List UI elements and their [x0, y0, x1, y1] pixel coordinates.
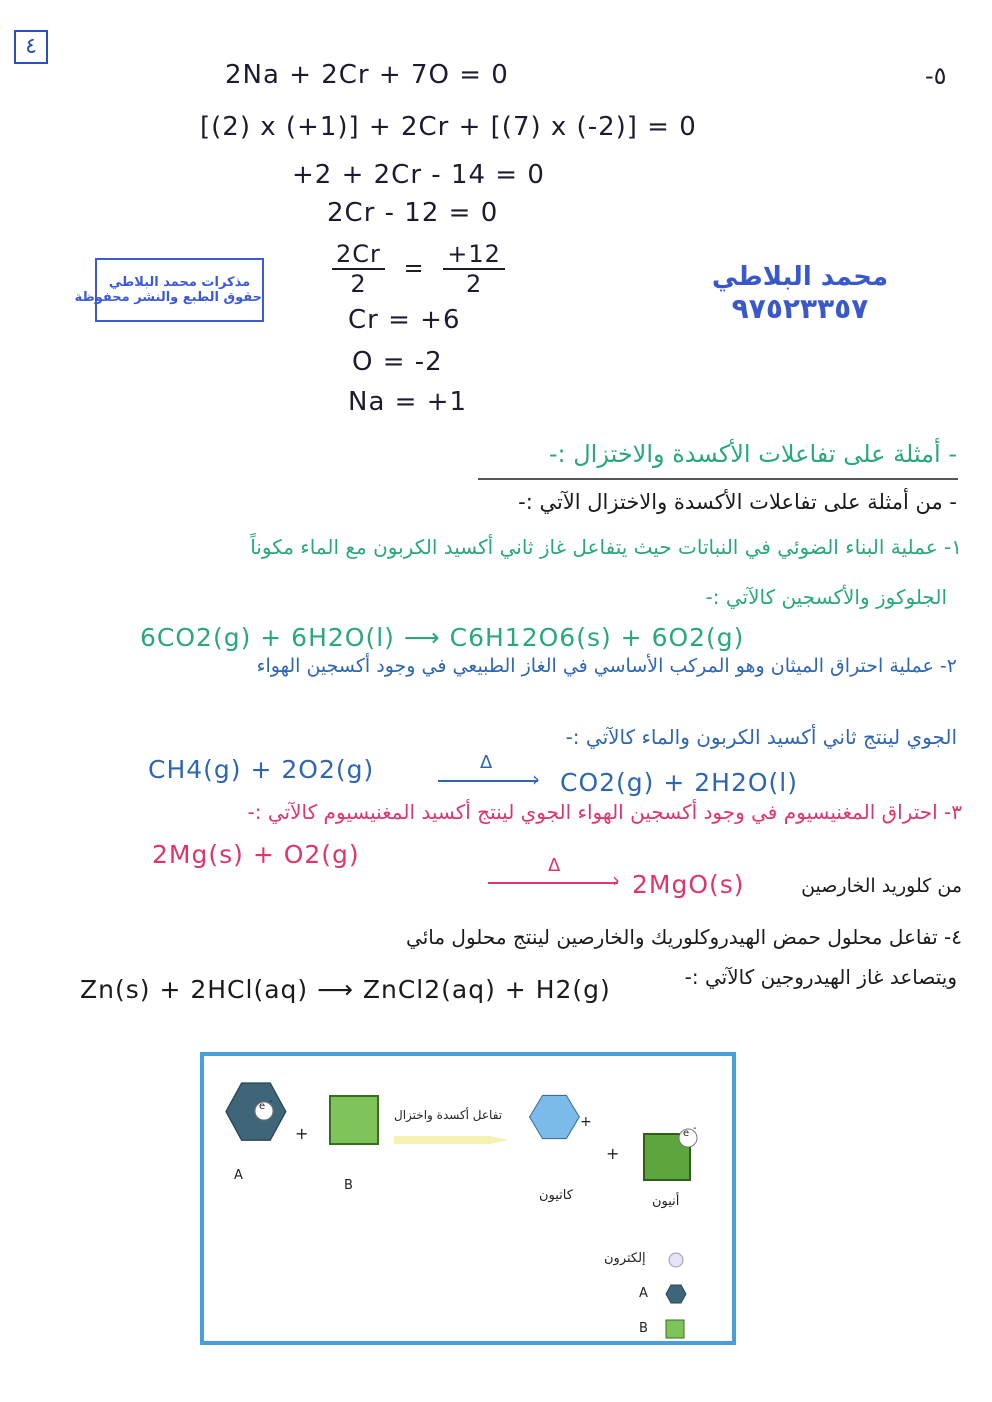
ex3-arrow — [488, 882, 618, 884]
author-name: محمد البلاطي — [711, 262, 889, 292]
redox-diagram — [200, 1052, 736, 1345]
legend-electron-label: إلكترون — [604, 1251, 646, 1266]
frac-rhs-num: +12 — [443, 240, 505, 270]
calc-line-7: O = -2 — [352, 347, 443, 377]
calc-line-2: [(2) x (+1)] + 2Cr + [(7) x (-2)] = 0 — [200, 112, 697, 142]
intro-line: - من أمثلة على تفاعلات الأكسدة والاختزال الآتي :- — [518, 490, 957, 514]
ex3-text-line-1: ٣- احتراق المغنيسيوم في وجود أكسجين الهواء الجوي لينتج أكسيد المغنيسيوم كالآتي :- — [247, 800, 962, 824]
electron-anion-minus: - — [693, 1123, 697, 1134]
legend-a-label: A — [639, 1286, 648, 1301]
legend-electron-icon — [669, 1253, 683, 1267]
electron-a-minus: - — [269, 1096, 273, 1107]
ex3-delta: Δ — [548, 855, 561, 876]
calc-line-1: 2Na + 2Cr + 7O = 0 — [225, 60, 509, 90]
frac-lhs-den: 2 — [350, 270, 367, 298]
ex1-text-line-1: ١- عملية البناء الضوئي في النباتات حيث يتفاعل غاز ثاني أكسيد الكربون مع الماء مكوناً — [250, 535, 962, 559]
ex4-text-line-2: ويتصاعد غاز الهيدروجين كالآتي :- — [684, 965, 957, 989]
frac-lhs-num: 2Cr — [332, 240, 385, 270]
cation-hexagon-shape — [530, 1095, 580, 1138]
calc-line-5 — [332, 240, 505, 298]
ex3-equation-right: 2MgO(s) — [632, 870, 745, 899]
anion-label: أنيون — [652, 1194, 680, 1209]
ex4-text-line-0: من كلوريد الخارصين — [801, 875, 962, 897]
ex1-text-line-2: الجلوكوز والأكسجين كالآتي :- — [705, 585, 947, 609]
heading-underline — [478, 478, 958, 480]
ex1-equation: 6CO2(g) + 6H2O(l) ⟶ C6H12O6(s) + 6O2(g) — [140, 623, 745, 652]
legend-b-label: B — [639, 1321, 648, 1336]
ex4-text-line-1: ٤- تفاعل محلول حمض الهيدروكلوريك والخارصين لينتج محلول مائي — [406, 925, 962, 949]
ex2-delta: Δ — [480, 752, 493, 773]
calc-line-3: +2 + 2Cr - 14 = 0 — [292, 160, 545, 190]
item-marker: -٥ — [925, 62, 947, 90]
ex2-text-line-1: ٢- عملية احتراق الميثان وهو المركب الأساسي في الغاز الطبيعي في وجود أكسجين الهواء — [256, 655, 957, 677]
electron-a-symbol: e — [259, 1101, 266, 1112]
frac-equals: = — [403, 254, 425, 282]
frac-rhs-den: 2 — [465, 270, 483, 298]
copyright-stamp — [74, 258, 264, 322]
author-phone: ٩٧٥٢٣٣٥٧ — [731, 292, 869, 325]
ex3-arrowhead: › — [612, 868, 620, 892]
reaction-arrow — [394, 1136, 509, 1144]
ex2-arrowhead: › — [532, 767, 540, 791]
cation-charge: + — [580, 1114, 592, 1130]
ex2-equation-left: CH4(g) + 2O2(g) — [148, 755, 375, 784]
section-heading: - أمثلة على تفاعلات الأكسدة والاختزال :- — [548, 440, 957, 468]
arrow-label: تفاعل أكسدة واختزال — [394, 1108, 503, 1122]
calc-line-4: 2Cr - 12 = 0 — [327, 198, 499, 228]
ex4-equation: Zn(s) + 2HCl(aq) ⟶ ZnCl2(aq) + H2(g) — [80, 975, 611, 1004]
label-b: B — [344, 1178, 353, 1193]
legend-a-icon — [666, 1285, 686, 1303]
cation-label: كاتيون — [539, 1188, 573, 1203]
legend-b-icon — [666, 1320, 684, 1338]
page-number: ٤ — [14, 30, 48, 64]
plus-sign-2: + — [606, 1144, 620, 1163]
square-b-shape — [330, 1096, 378, 1144]
calc-line-8: Na = +1 — [348, 387, 468, 417]
ex2-arrow — [438, 780, 538, 782]
stamp-line-2: حقوق الطبع والنشر محفوظة — [74, 290, 262, 305]
label-a: A — [234, 1168, 243, 1183]
stamp-line-1: مذكرات محمد البلاطي — [108, 275, 251, 290]
plus-sign-1: + — [295, 1124, 309, 1143]
author-block — [700, 262, 900, 325]
electron-anion-symbol: e — [683, 1128, 690, 1139]
calc-line-6: Cr = +6 — [348, 305, 461, 335]
ex2-equation-right: CO2(g) + 2H2O(l) — [560, 768, 798, 797]
ex3-equation-left: 2Mg(s) + O2(g) — [152, 840, 360, 869]
ex2-text-line-2: الجوي لينتج ثاني أكسيد الكربون والماء كالآتي :- — [565, 725, 957, 749]
